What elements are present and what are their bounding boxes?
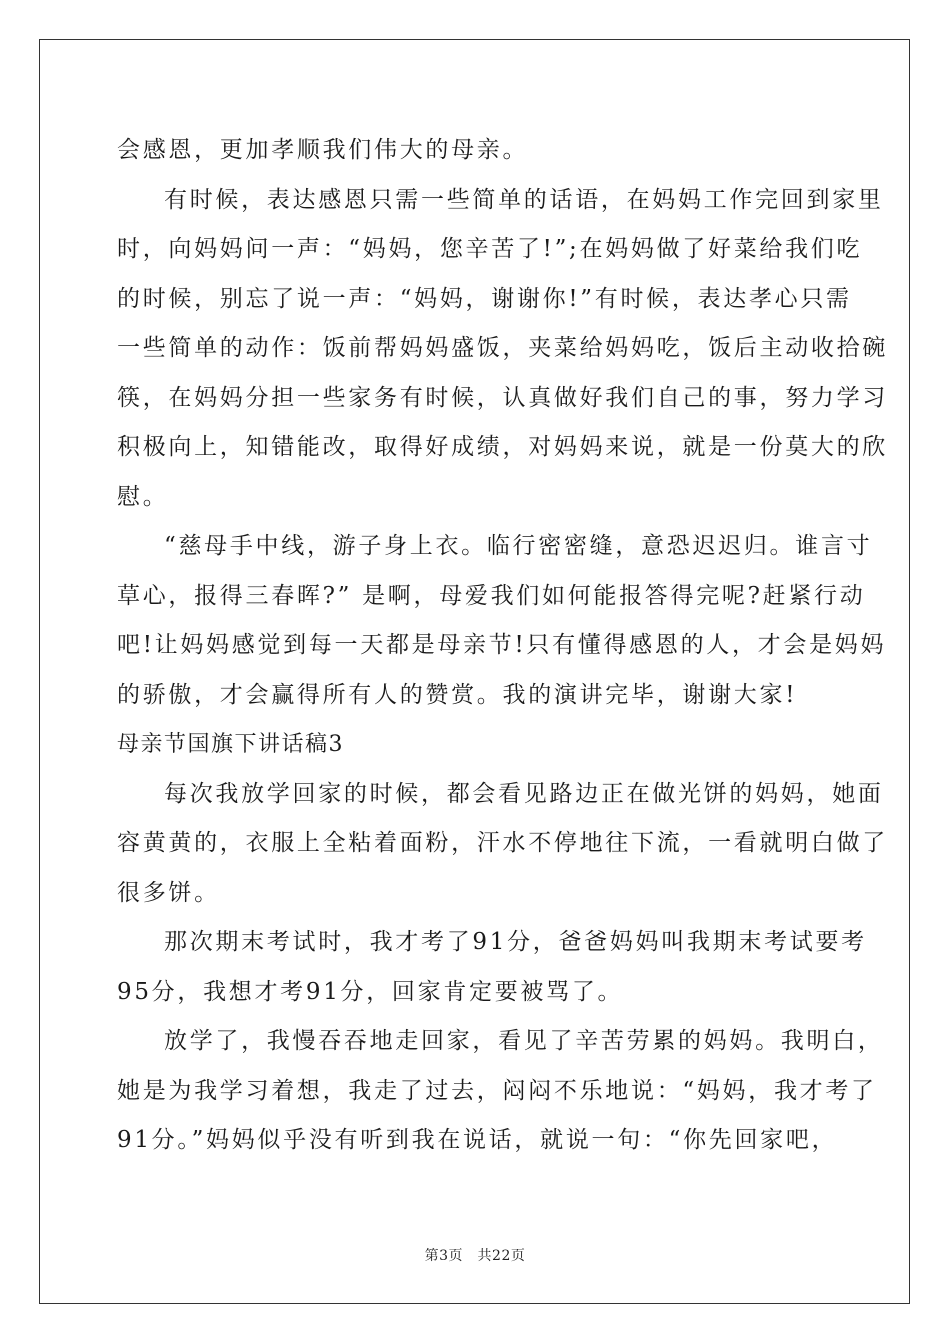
text-line: 会感恩，更加孝顺我们伟大的母亲。 [117,137,529,163]
text-line: “慈母手中线，游子身上衣。临行密密缝，意恐迟迟归。谁言寸 [164,533,873,559]
text-line: 的骄傲，才会赢得所有人的赞赏。我的演讲完毕，谢谢大家! [117,681,798,708]
document-body [117,126,888,1166]
text-line: 容黄黄的，衣服上全粘着面粉，汗水不停地往下流，一看就明白做了 [117,830,888,856]
text-line: 时，向妈妈问一声：“妈妈，您辛苦了!”;在妈妈做了好菜给我们吃 [117,236,863,262]
section-heading: 母亲节国旗下讲话稿3 [117,732,344,757]
text-line: 的时候，别忘了说一声：“妈妈，谢谢你!”有时候，表达孝心只需 [117,285,852,312]
text-line: 筷，在妈妈分担一些家务有时候，认真做好我们自己的事，努力学习 [117,384,888,411]
page-number-footer: 第3页 共22页 [424,1248,526,1264]
text-line: 放学了，我慢吞吞地走回家，看见了辛苦劳累的妈妈。我明白， [164,1028,884,1054]
text-line: 积极向上，知错能改，取得好成绩，对妈妈来说，就是一份莫大的欣 [117,434,888,460]
text-line: 一些简单的动作：饭前帮妈妈盛饭，夹菜给妈妈吃，饭后主动收拾碗 [117,335,888,361]
text-line: 有时候，表达感恩只需一些简单的话语，在妈妈工作完回到家里 [164,186,884,213]
text-line: 她是为我学习着想，我走了过去，闷闷不乐地说：“妈妈，我才考了 [117,1077,877,1104]
text-line: 每次我放学回家的时候，都会看见路边正在做光饼的妈妈，她面 [164,780,884,807]
text-line: 95分，我想才考91分，回家肯定要被骂了。 [117,978,624,1005]
text-line: 慰。 [117,483,169,510]
text-line: 吧!让妈妈感觉到每一天都是母亲节!只有懂得感恩的人，才会是妈妈 [117,632,887,658]
text-line: 91分。”妈妈似乎没有听到我在说话，就说一句：“你先回家吧， [117,1127,838,1153]
text-line: 很多饼。 [117,879,220,906]
text-line: 草心，报得三春晖?” 是啊，母爱我们如何能报答得完呢?赶紧行动 [117,582,866,609]
text-line: 那次期末考试时，我才考了91分，爸爸妈妈叫我期末考试要考 [164,929,867,955]
